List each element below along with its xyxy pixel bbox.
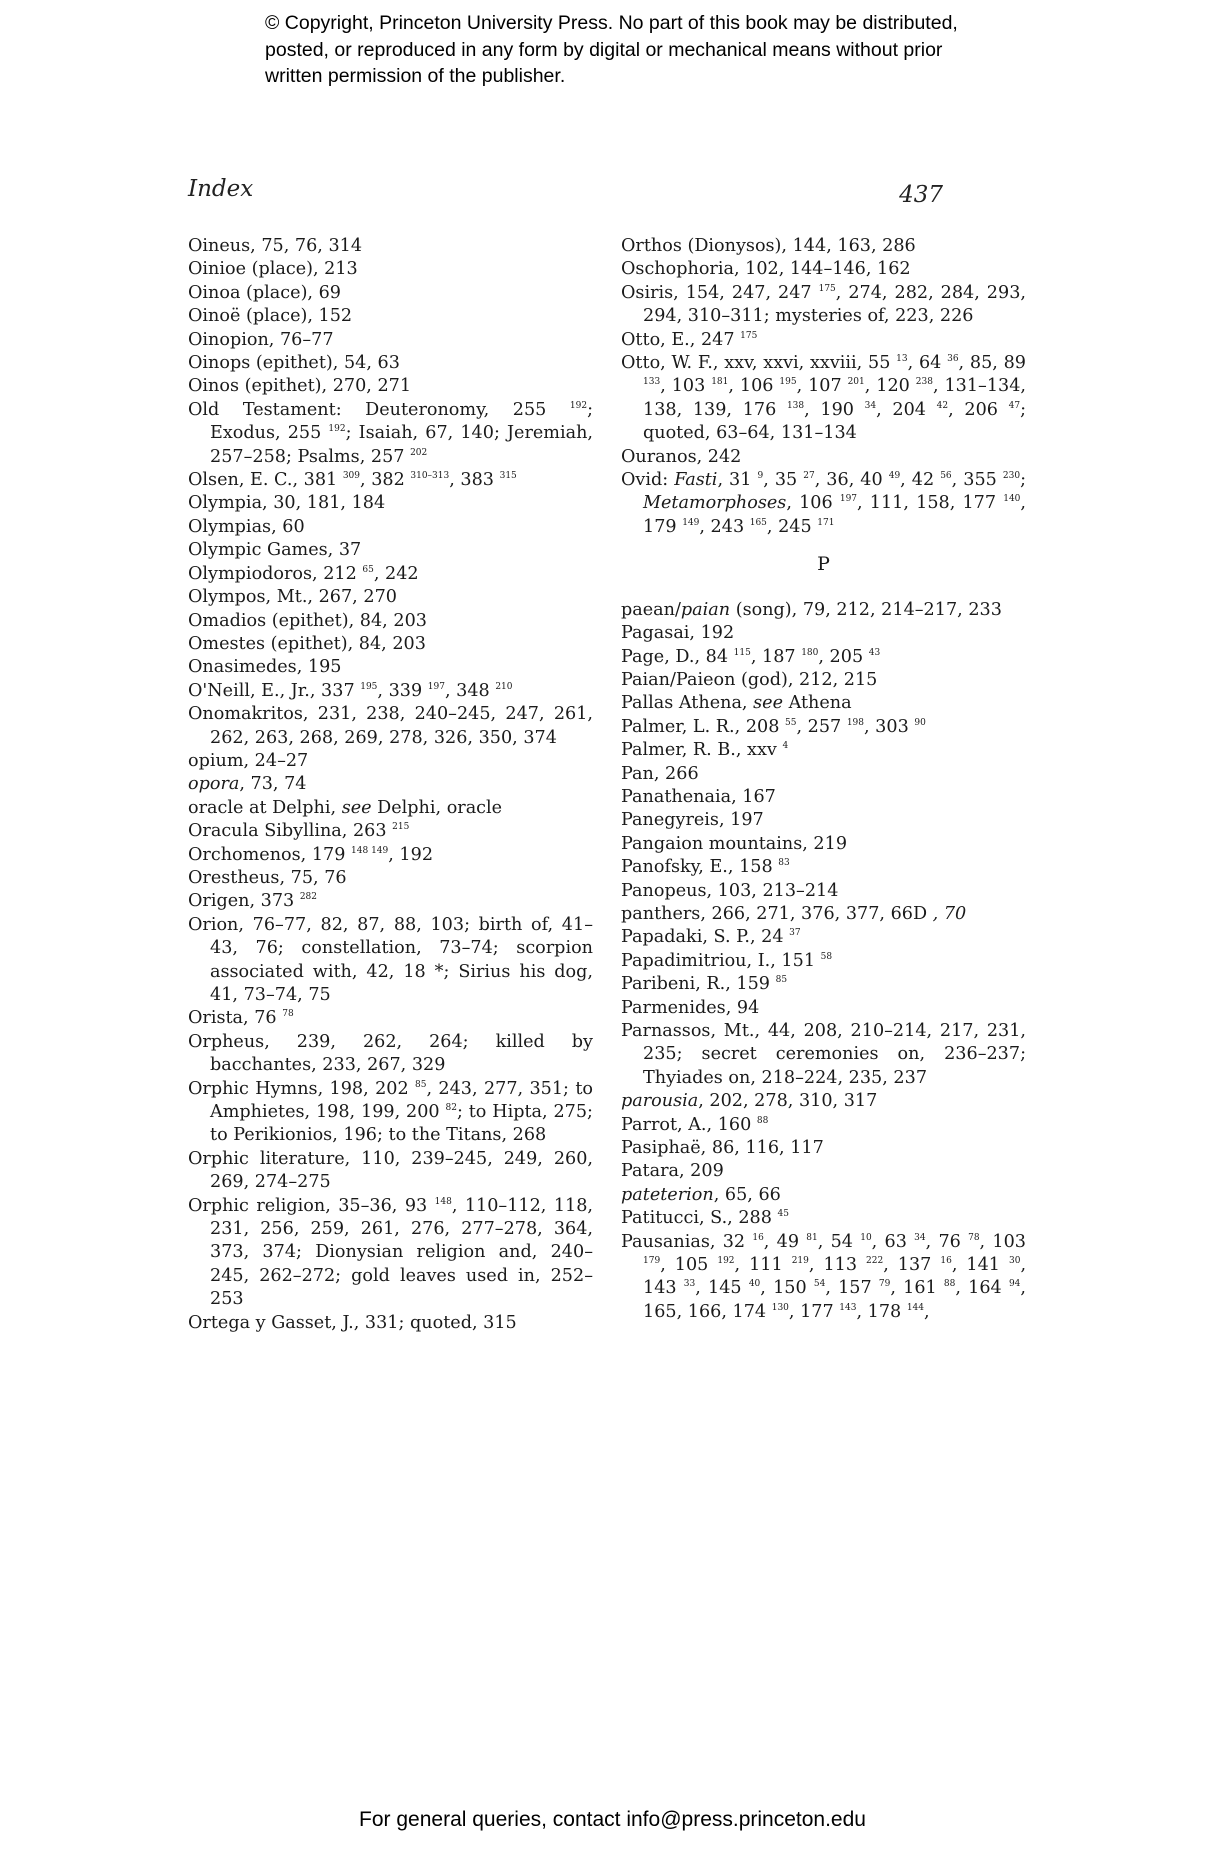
index-entry: Old Testament: Deuteronomy, 255 $^{192}$; Exodus, 255 $^{192}$; Isaiah, 67, 140; Jeremiah, 257–258; Psalms, 257 $^{202}$: [188, 399, 594, 467]
index-entry: Oinoa (place), 69: [188, 282, 342, 303]
index-entry: Ouranos, 242: [621, 446, 742, 467]
index-entry: Oineus, 75, 76, 314: [188, 236, 363, 256]
index-entry: Omadios (epithet), 84, 203: [188, 610, 427, 631]
index-entry: Orchomenos, 179 $^{148 149}$, 192: [188, 844, 434, 865]
index-entry: Oinos (epithet), 270, 271: [188, 376, 412, 397]
index-entry: Osiris, 154, 247, 247 $^{175}$, 274, 282, 284, 293, 294, 310–311; mysteries of, 223, 226: [621, 282, 1026, 327]
index-entry: Papadimitriou, I., 151 $^{58}$: [621, 950, 833, 971]
index-entry: panthers, 266, 271, 376, 377, 66D , 70: [621, 903, 967, 924]
index-entry: Panegyreis, 197: [621, 810, 764, 831]
right-column: [621, 235, 1026, 1324]
index-entry: Panofsky, E., 158 $^{83}$: [621, 857, 790, 878]
index-entry: Olympiodoros, 212 $^{65}$, 242: [188, 563, 419, 584]
index-entry: Ortega y Gasset, J., 331; quoted, 315: [188, 1312, 517, 1333]
footer-contact: For general queries, contact info@press.princeton.edu: [359, 1808, 866, 1831]
index-entry: Parnassos, Mt., 44, 208, 210–214, 217, 231, 235; secret ceremonies on, 236–237; Thyiades on, 218–224, 235, 237: [621, 1021, 1026, 1088]
index-entry: Olympias, 60: [188, 516, 305, 537]
index-entry: Parmenides, 94: [621, 997, 760, 1018]
index-title: Index: [188, 176, 254, 202]
index-entry: Pangaion mountains, 219: [621, 833, 848, 854]
index-entry: Palmer, R. B., xxv $^4$: [621, 740, 789, 761]
index-entry: Olympic Games, 37: [188, 540, 362, 561]
index-entry: opora, 73, 74: [188, 774, 307, 795]
index-entry: Olympia, 30, 181, 184: [188, 493, 386, 514]
index-entry: Oinoë (place), 152: [188, 306, 353, 327]
index-entry: Orista, 76 $^{78}$: [188, 1008, 294, 1029]
index-entry: Pagasai, 192: [621, 623, 735, 644]
copyright-notice: © Copyright, Princeton University Press. No part of this book may be distributed, posted, or reproduced in any form by digital or mechanical means without prior written permission of the publisher.: [265, 12, 958, 87]
index-entry: Olympos, Mt., 267, 270: [188, 587, 397, 608]
index-entry: Pan, 266: [621, 763, 699, 784]
index-entry: Patitucci, S., 288 $^{45}$: [621, 1208, 789, 1229]
index-entry: Onomakritos, 231, 238, 240–245, 247, 261, 262, 263, 268, 269, 278, 326, 350, 374: [188, 704, 593, 748]
index-entry: Patara, 209: [621, 1161, 724, 1182]
index-entry: Parrot, A., 160 $^{88}$: [621, 1114, 769, 1135]
index-entry: Panopeus, 103, 213–214: [621, 880, 839, 901]
index-entry: Otto, W. F., xxv, xxvi, xxviii, 55 $^{13}$, 64 $^{36}$, 85, 89 $^{133}$, 103 $^{181}$, 106 $^{195}$, 107 $^{201}$, 120 $^{238}$, 131–134, 138, 139, 176 $^{138}$, 190 $^{34}$, 204 $^{42}$, 206 $^{47}$; quoted, 63–64, 131–134: [621, 353, 1027, 444]
index-entry: Palmer, L. R., 208 $^{55}$, 257 $^{198}$, 303 $^{90}$: [621, 716, 926, 737]
index-entry: opium, 24–27: [188, 750, 309, 771]
index-entry: Otto, E., 247 $^{175}$: [621, 329, 758, 350]
index-entry: Onasimedes, 195: [188, 657, 342, 678]
index-entry: Orphic Hymns, 198, 202 $^{85}$, 243, 277, 351; to Amphietes, 198, 199, 200 $^{82}$; to Hipta, 275; to Perikionios, 196; to the Titans, 268: [188, 1078, 594, 1146]
index-entry: Oschophoria, 102, 144–146, 162: [621, 259, 911, 280]
section-letter-heading: P: [817, 553, 830, 576]
index-entry: Orpheus, 239, 262, 264; killed by bacchantes, 233, 267, 329: [188, 1031, 593, 1076]
index-entry: paean/paian (song), 79, 212, 214–217, 233: [621, 599, 1002, 620]
index-entry: O'Neill, E., Jr., 337 $^{195}$, 339 $^{197}$, 348 $^{210}$: [188, 680, 513, 701]
index-entry: Omestes (epithet), 84, 203: [188, 633, 426, 654]
page-number: 437: [899, 182, 943, 208]
index-entry: Orphic religion, 35–36, 93 $^{148}$, 110–112, 118, 231, 256, 259, 261, 276, 277–278, 364, 373, 374; Dionysian religion and, 240–245, 262–272; gold leaves used in, 252–253: [188, 1195, 593, 1310]
index-entry: Pallas Athena, see Athena: [621, 693, 852, 714]
index-entry: Oinops (epithet), 54, 63: [188, 353, 400, 374]
index-entry: Oinopion, 76–77: [188, 329, 334, 350]
index-entry: Papadaki, S. P., 24 $^{37}$: [621, 927, 801, 948]
index-entry: Olsen, E. C., 381 $^{309}$, 382 $^{310-313}$, 383 $^{315}$: [188, 470, 517, 491]
index-entry: Paian/Paieon (god), 212, 215: [621, 669, 878, 690]
index-entry: Pausanias, 32 $^{16}$, 49 $^{81}$, 54 $^{10}$, 63 $^{34}$, 76 $^{78}$, 103 $^{179}$, 105 $^{192}$, 111 $^{219}$, 113 $^{222}$, 137 $^{16}$, 141 $^{30}$, 143 $^{33}$, 145 $^{40}$, 150 $^{54}$, 157 $^{79}$, 161 $^{88}$, 164 $^{94}$, 165, 166, 174 $^{130}$, 177 $^{143}$, 178 $^{144}$,: [621, 1231, 1027, 1322]
index-entry: Oracula Sibyllina, 263 $^{215}$: [188, 821, 410, 842]
index-entry: Paribeni, R., 159 $^{85}$: [621, 974, 788, 995]
index-entry: Orion, 76–77, 82, 87, 88, 103; birth of, 41–43, 76; constellation, 73–74; scorpion associated with, 42, 18 *; Sirius his dog, 41, 73–74, 75: [188, 914, 593, 1005]
index-entry: parousia, 202, 278, 310, 317: [621, 1091, 878, 1112]
index-entry: pateterion, 65, 66: [621, 1184, 781, 1205]
index-entry: Orestheus, 75, 76: [188, 867, 347, 888]
index-entry: Pasiphaë, 86, 116, 117: [621, 1138, 824, 1159]
index-entry: Panathenaia, 167: [621, 786, 776, 807]
index-entry: Oinioe (place), 213: [188, 259, 358, 280]
left-column: [188, 235, 593, 1335]
index-entry: Orphic literature, 110, 239–245, 249, 260, 269, 274–275: [188, 1148, 593, 1193]
index-entry: Page, D., 84 $^{115}$, 187 $^{180}$, 205 $^{43}$: [621, 646, 881, 667]
index-entry: Ovid: Fasti, 31 $^9$, 35 $^{27}$, 36, 40 $^{49}$, 42 $^{56}$, 355 $^{230}$; Metamorphoses, 106 $^{197}$, 111, 158, 177 $^{140}$, 179 $^{149}$, 243 $^{165}$, 245 $^{171}$: [621, 470, 1026, 537]
index-entry: oracle at Delphi, see Delphi, oracle: [188, 797, 503, 818]
index-entry: Orthos (Dionysos), 144, 163, 286: [621, 236, 916, 256]
index-entry: Origen, 373 $^{282}$: [188, 891, 318, 912]
